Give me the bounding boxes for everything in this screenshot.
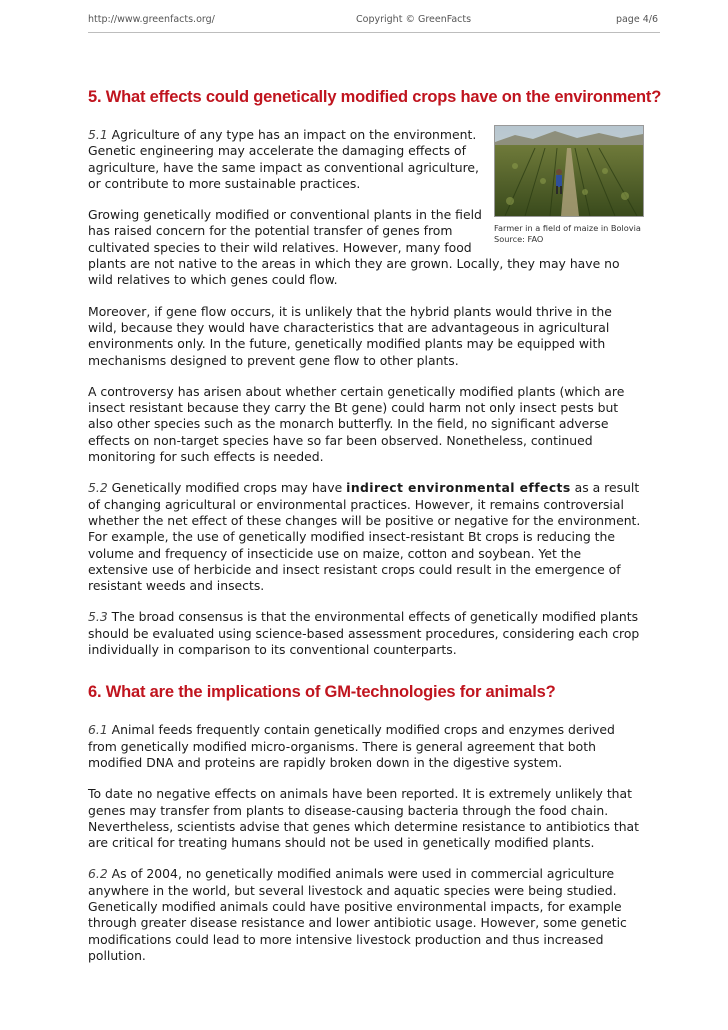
header-url: http://www.greenfacts.org/: [88, 14, 215, 25]
figure-maize-field: [492, 125, 645, 245]
paragraph-number: 6.1: [88, 722, 108, 738]
section-6-title: 6. What are the implications of GM-technologies for animals?: [88, 683, 556, 702]
paragraph-number: 5.1: [88, 127, 108, 142]
paragraph-6-2: [88, 866, 643, 964]
paragraph-no-negative-effects: To date no negative effects on animals have been reported. It is extremely unlikely that genes may transfer from plants to disease-causing bacteria through the food chain. Nevertheless, scientists advise that genes which determine resistance to antibiotics that are critical for treating humans should not be used in genetically modified plants.: [88, 786, 640, 851]
paragraph-controversy: A controversy has arisen about whether certain genetically modified plants (which are insect resistant because they carry the Bt gene) could harm not only insect pests but also other species such as the monarch butterfly. In the field, no significant adverse effects on non-target species have so far been observed. Nonetheless, continued monitoring for such effects is needed.: [88, 383, 625, 465]
paragraph-gene-transfer: Growing genetically modified or conventional plants in the field has raised concern for the potential transfer of genes from cultivated species to their wild relatives. However, many food plants are not native to the areas in which they are grown. Locally, they may have no wild relatives to which genes could flow.: [88, 207, 620, 288]
paragraph-number: 5.3: [88, 609, 108, 625]
paragraph-number: 5.2: [88, 480, 108, 496]
caption-title: Farmer in a field of maize in Bolovia: [494, 223, 641, 233]
caption-source: Source: FAO: [494, 234, 544, 244]
paragraph-6-1: [88, 722, 643, 771]
header-page-number: page 4/6: [615, 14, 658, 25]
section-5-title: 5. What effects could genetically modified crops have on the environment?: [88, 88, 662, 106]
bold-term: indirect environmental effects: [346, 480, 571, 496]
paragraph-text: as a result of changing agricultural or environmental practices. However, it remains controversial whether the net effect of these changes will be positive or negative for the environment. For example, the use of genetically modified insect-resistant Bt crops is reducing the volume and frequency of insecticide use on maize, cotton and soybean. Yet the extensive use of herbicide and insect resistant crops could result in the emergence of resistant weeds and insects.: [88, 480, 641, 594]
header-copyright: Copyright © GreenFacts: [356, 14, 472, 25]
paragraph-text: Animal feeds frequently contain genetically modified crops and enzymes derived from genetically modified micro-organisms. There is general agreement that both modified DNA and proteins are rapidly broken down in the digestive system.: [88, 722, 615, 770]
farmer-maize-photo: [494, 125, 644, 217]
paragraph-text: The broad consensus is that the environmental effects of genetically modified plants should be evaluated using science-based assessment procedures, considering each crop individually in comparison to its conventional counterparts.: [88, 609, 640, 658]
page-header: [88, 10, 660, 33]
paragraph-number: 6.2: [88, 866, 108, 882]
paragraph-text: Agriculture of any type has an impact on the environment. Genetic engineering may accelerate the damaging effects of agriculture, have the same impact as conventional agriculture, or contribute to more sustainable practices.: [88, 127, 479, 191]
paragraph-5-2: [88, 480, 643, 594]
figure-caption: [494, 223, 645, 245]
paragraph-text: Genetically modified crops may have: [107, 480, 347, 496]
paragraph-text: As of 2004, no genetically modified animals were used in commercial agriculture anywhere in the world, but several livestock and aquatic species were being studied. Genetically modified animals could have positive environmental impacts, for example through greater disease resistance and lower antibiotic usage. However, some genetic modifications could lead to more intensive livestock production and thus increased pollution.: [88, 866, 627, 963]
document-body: [88, 88, 662, 979]
paragraph-5-3: [88, 609, 643, 658]
paragraph-gene-flow: Moreover, if gene flow occurs, it is unlikely that the hybrid plants would thrive in the wild, because they would have characteristics that are advantageous in agricultural environments only. In the future, genetically modified plants may be equipped with mechanisms designed to prevent gene flow to other plants.: [88, 303, 612, 368]
